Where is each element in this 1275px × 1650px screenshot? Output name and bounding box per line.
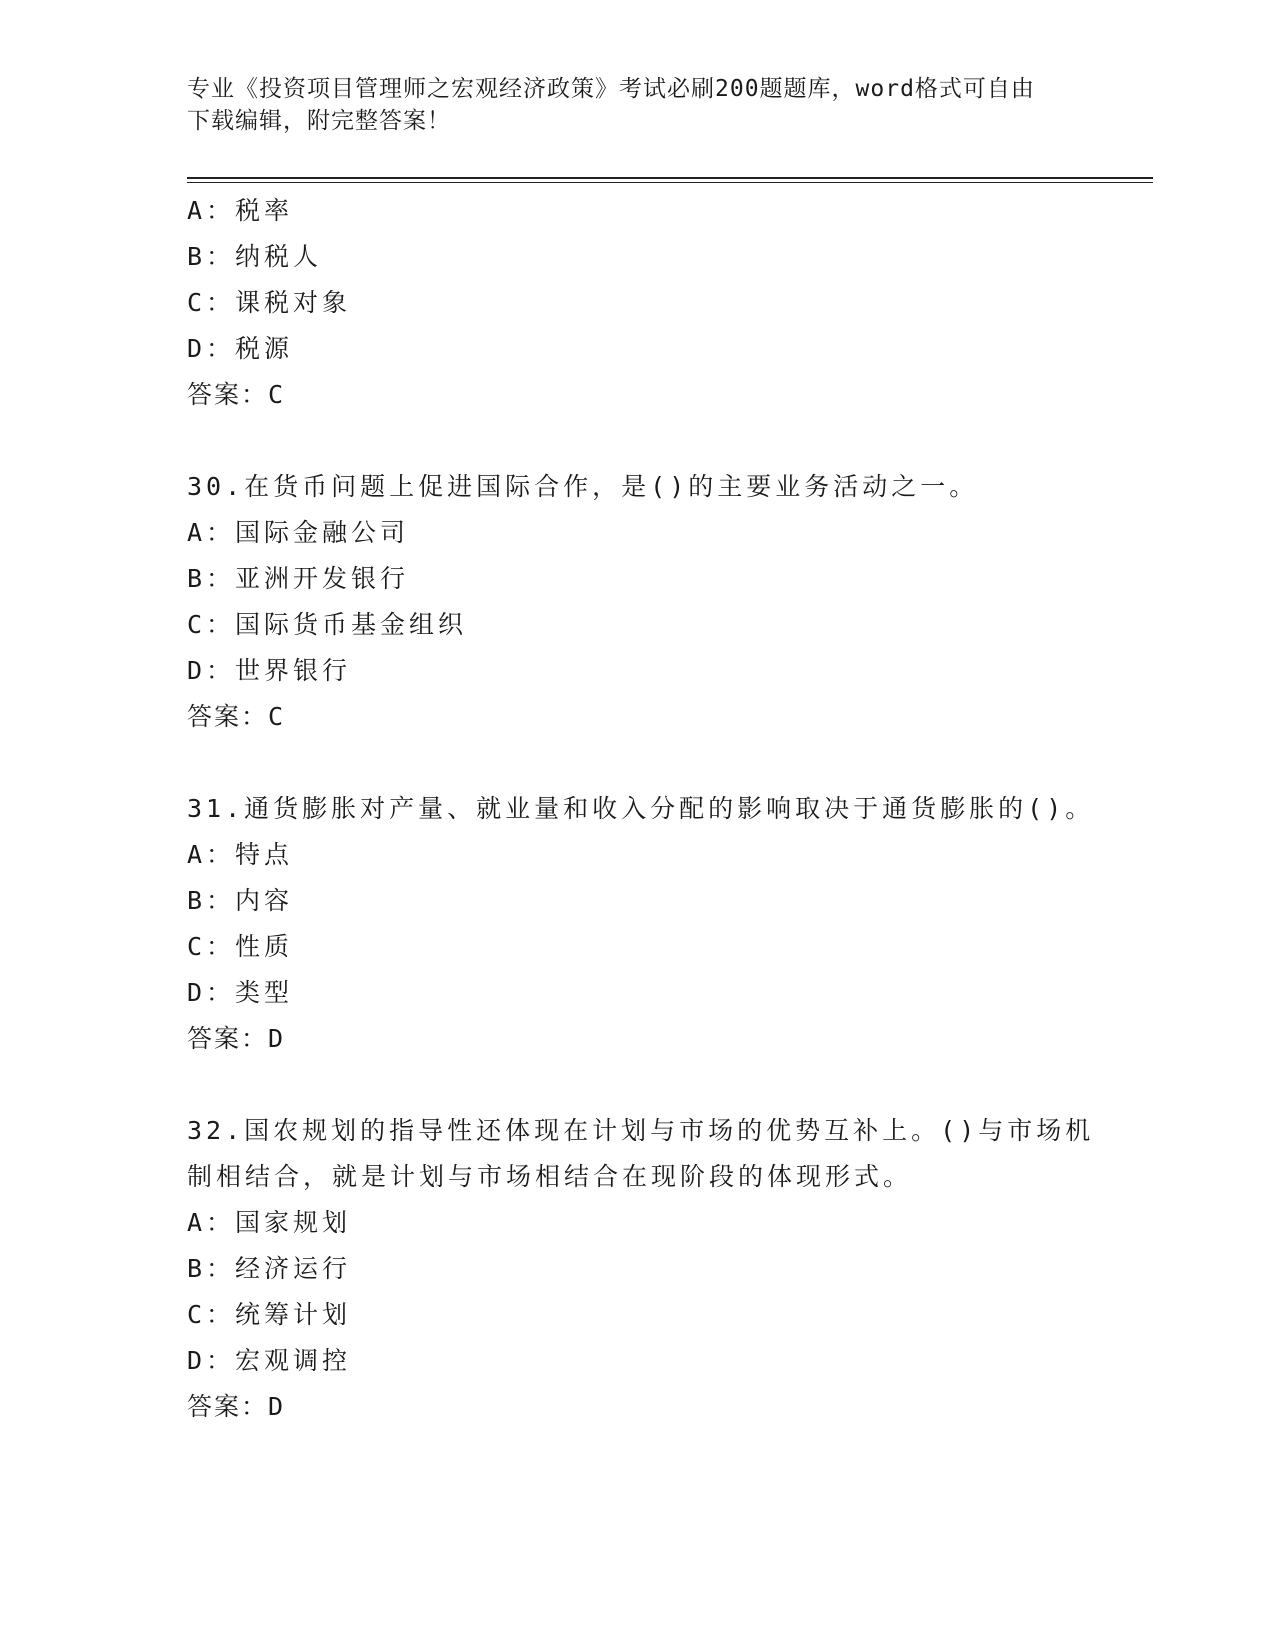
header-divider-thin [187, 182, 1153, 183]
question-text: 31.通货膨胀对产量、就业量和收入分配的影响取决于通货膨胀的()。 [187, 794, 1095, 823]
option-c: C：统筹计划 [187, 1300, 352, 1329]
document-header [187, 73, 1087, 137]
answer-line: 答案：C [187, 702, 286, 731]
question-31 [187, 786, 1095, 1062]
answer-line: 答案：C [187, 380, 286, 409]
option-a: A：国家规划 [187, 1208, 352, 1237]
spacer [187, 740, 1087, 786]
option-d: D：税源 [187, 334, 294, 363]
question-text-line-2: 制相结合，就是计划与市场相结合在现阶段的体现形式。 [187, 1162, 913, 1191]
spacer [187, 1062, 1087, 1108]
option-d: D：类型 [187, 978, 294, 1007]
option-b: B：内容 [187, 886, 294, 915]
option-b: B：亚洲开发银行 [187, 564, 410, 593]
option-a: A：国际金融公司 [187, 518, 410, 547]
option-c: C：课税对象 [187, 288, 352, 317]
option-d: D：宏观调控 [187, 1346, 352, 1375]
option-c: C：性质 [187, 932, 294, 961]
option-a: A：税率 [187, 196, 294, 225]
option-b: B：经济运行 [187, 1254, 352, 1283]
answer-line: 答案：D [187, 1392, 286, 1421]
option-a: A：特点 [187, 840, 294, 869]
question-30 [187, 464, 1087, 740]
option-c: C：国际货币基金组织 [187, 610, 468, 639]
question-text-line-1: 32.国农规划的指导性还体现在计划与市场的优势互补上。()与市场机 [187, 1116, 1095, 1145]
question-32 [187, 1108, 1095, 1430]
question-29 [187, 188, 1087, 418]
question-text: 30.在货币问题上促进国际合作，是()的主要业务活动之一。 [187, 472, 979, 501]
header-divider-thick [187, 177, 1153, 179]
option-b: B：纳税人 [187, 242, 323, 271]
option-d: D：世界银行 [187, 656, 352, 685]
question-list [187, 188, 1095, 1430]
header-line-2: 下载编辑，附完整答案！ [187, 108, 451, 134]
answer-line: 答案：D [187, 1024, 286, 1053]
spacer [187, 418, 1087, 464]
header-line-1: 专业《投资项目管理师之宏观经济政策》考试必刷200题题库，word格式可自由 [187, 76, 1035, 102]
